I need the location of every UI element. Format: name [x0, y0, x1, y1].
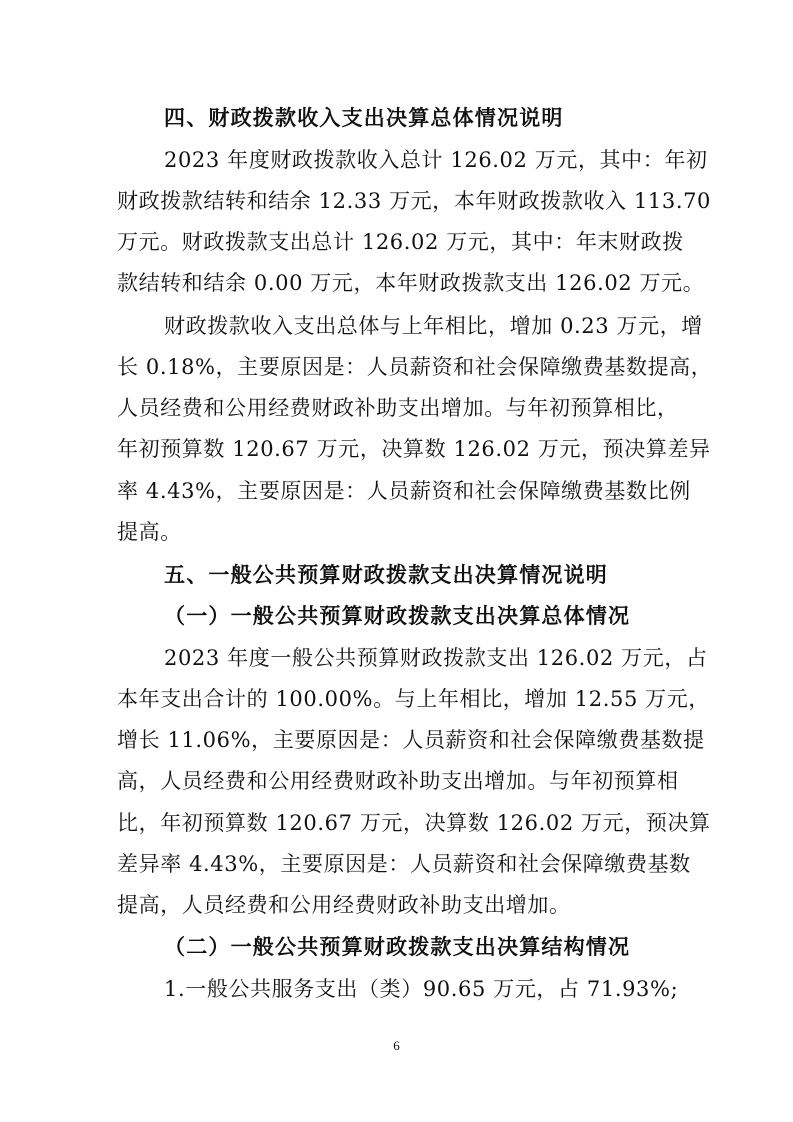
paragraph-line: 万元。财政拨款支出总计 126.02 万元，其中：年末财政拨	[117, 230, 684, 254]
paragraph-line: 长 0.18%，主要原因是：人员薪资和社会保障缴费基数提高，	[117, 355, 713, 379]
paragraph-line: 财政拨款收入支出总体与上年相比，增加 0.23 万元，增	[164, 314, 703, 338]
paragraph-line: 率 4.43%，主要原因是：人员薪资和社会保障缴费基数比例	[117, 479, 691, 503]
paragraph-line: 增长 11.06%，主要原因是：人员薪资和社会保障缴费基数提	[117, 728, 705, 752]
paragraph-line: 款结转和结余 0.00 万元，本年财政拨款支出 126.02 万元。	[117, 271, 705, 295]
section-heading-5: 五、一般公共预算财政拨款支出决算情况说明	[164, 563, 608, 587]
paragraph-line: 提高。	[117, 520, 182, 544]
paragraph-line: 本年支出合计的 100.00%。与上年相比，增加 12.55 万元，	[117, 687, 710, 711]
paragraph-line: 人员经费和公用经费财政补助支出增加。与年初预算相比，	[117, 396, 679, 420]
paragraph-line: 2023 年度财政拨款收入总计 126.02 万元，其中：年初	[164, 148, 708, 172]
subsection-heading-1: （一）一般公共预算财政拨款支出决算总体情况	[164, 604, 631, 628]
paragraph-line: 高，人员经费和公用经费财政补助支出增加。与年初预算相	[117, 769, 679, 793]
page-number: 6	[393, 1038, 400, 1053]
list-item: 1.一般公共服务支出（类）90.65 万元，占 71.93%;	[164, 977, 679, 1001]
subsection-heading-2: （二）一般公共预算财政拨款支出决算结构情况	[164, 935, 631, 959]
paragraph-line: 2023 年度一般公共预算财政拨款支出 126.02 万元，占	[164, 646, 708, 670]
paragraph-line: 差异率 4.43%，主要原因是：人员薪资和社会保障缴费基数	[117, 852, 691, 876]
paragraph-line: 提高，人员经费和公用经费财政补助支出增加。	[117, 893, 571, 917]
paragraph-line: 财政拨款结转和结余 12.33 万元，本年财政拨款收入 113.70	[117, 189, 712, 213]
section-heading-4: 四、财政拨款收入支出决算总体情况说明	[164, 106, 564, 130]
paragraph-line: 比，年初预算数 120.67 万元，决算数 126.02 万元，预决算	[117, 811, 711, 835]
paragraph-line: 年初预算数 120.67 万元，决算数 126.02 万元，预决算差异	[117, 437, 711, 461]
